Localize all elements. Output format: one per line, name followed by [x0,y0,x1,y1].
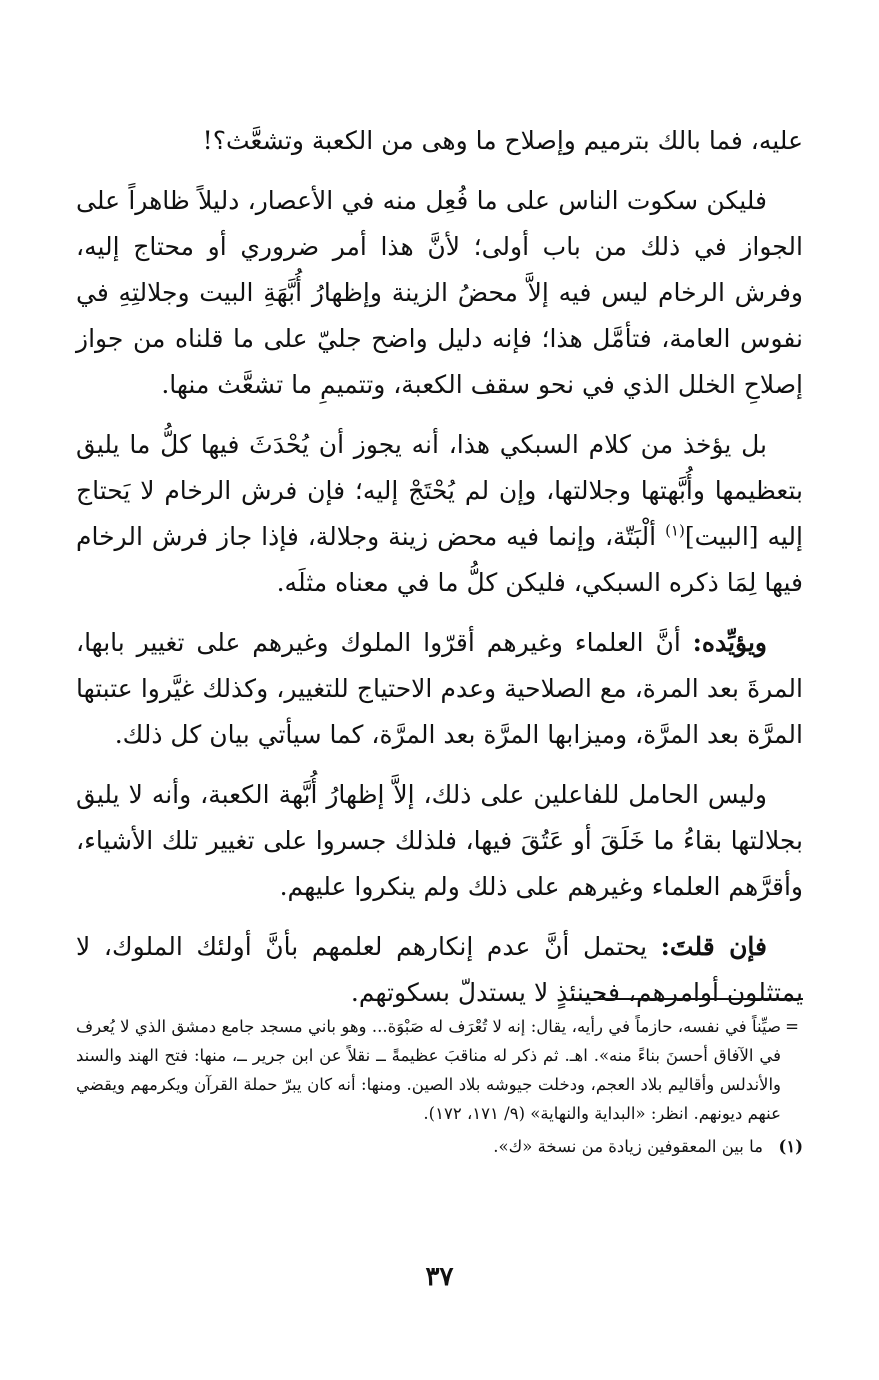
main-text [76,118,803,1030]
paragraph-4 [76,620,803,758]
footnote-continuation-text: صيِّناً في نفسه، حازماً في رأيه، يقال: إنه لا تُعْرَف له صَبْوَة... وهو باني مسجد جامع دمشق الذي لا يُعرف في الآفاق أحسنَ بناءً منه». اهـ. ثم ذكر له مناقبَ عظيمةً ــ نقلاً عن ابن جرير ــ، منها: فتح الهند والسند والأندلس وأقاليم بلاد العجم، ودخلت جيوشه بلاد الصين. ومنها: أنه كان يبرّ حملة القرآن ويكرمهم ويقضي عنهم ديونهم. انظر: «البداية والنهاية» (٩/ ١٧١، ١٧٢). [76,1017,781,1123]
paragraph-1 [76,118,803,164]
paragraph-3 [76,422,803,606]
footnote-1-number: (١) [778,1137,803,1156]
paragraph-2-text: فليكن سكوت الناس على ما فُعِل منه في الأعصار، دليلاً ظاهراً على الجواز في ذلك من باب أولى؛ لأنَّ هذا أمر ضروري أو محتاج إليه، وفرش الرخام ليس فيه إلاَّ محضُ الزينة وإظهارُ أُبَّهَةِ البيت وجلالتِهِ في نفوس العامة، فتأمَّل هذا؛ فإنه دليل واضح جليّ على ما قلناه من جواز إصلاحِ الخلل الذي في نحو سقف الكعبة، وتتميمِ ما تشعَّث منها. [76,186,803,399]
continuation-mark: = [785,1017,799,1036]
paragraph-6-text: يحتمل أنَّ عدم إنكارهم لعلمهم بأنَّ أولئك الملوك، لا يمتثلون أوامرهم، فحينئذٍ لا يستدلّ بسكوتهم. [76,932,803,1007]
paragraph-5-text: وليس الحامل للفاعلين على ذلك، إلاَّ إظهارُ أُبَّهة الكعبة، وأنه لا يليق بجلالتها بقاءُ ما خَلَقَ أو عَتُقَ فيها، فلذلك جسروا على تغيير تلك الأشياء، وأقرَّهم العلماء وغيرهم على ذلك ولم ينكروا عليهم. [76,780,803,901]
footnote-continuation [76,1012,803,1128]
paragraph-3-text-before: بل يؤخذ من كلام السبكي هذا، أنه يجوز أن يُحْدَثَ فيها كلُّ ما يليق بتعظيمها وأُبَّهتها وجلالتها، وإن لم يُحْتَجْ إليه؛ فإن فرش الرخام لا يَحتاج إليه [البيت] [76,430,803,551]
paragraph-3-text-after: ألْبَتّة، وإنما فيه محض زينة وجلالة، فإذا جاز فرش الرخام فيها لِمَا ذكره السبكي، فليكن كلُّ ما في معناه مثلَه. [76,522,803,597]
footnote-1 [76,1132,803,1161]
paragraph-4-lead: ويؤيِّده: [692,628,767,657]
paragraph-5 [76,772,803,910]
paragraph-6-lead: فإن قلتَ: [660,932,767,961]
footnote-separator [573,998,803,1000]
footnote-1-text: ما بين المعقوفين زيادة من نسخة «ك». [493,1137,763,1156]
footnotes [76,1012,803,1161]
footnote-reference-1[interactable]: (١) [665,521,685,540]
paragraph-1-text: عليه، فما بالك بترميم وإصلاح ما وهى من الكعبة وتشعَّث؟! [202,126,803,155]
paragraph-6 [76,924,803,1016]
paragraph-2 [76,178,803,408]
paragraph-4-text: أنَّ العلماء وغيرهم أقرّوا الملوك وغيرهم على تغيير بابها، المرةَ بعد المرة، مع الصلاحية وعدم الاحتياج للتغيير، وكذلك غيَّروا عتبتها المرَّة بعد المرَّة، وميزابها المرَّة بعد المرَّة، كما سيأتي بيان كل ذلك. [76,628,803,749]
page-number: ٣٧ [425,1262,454,1292]
